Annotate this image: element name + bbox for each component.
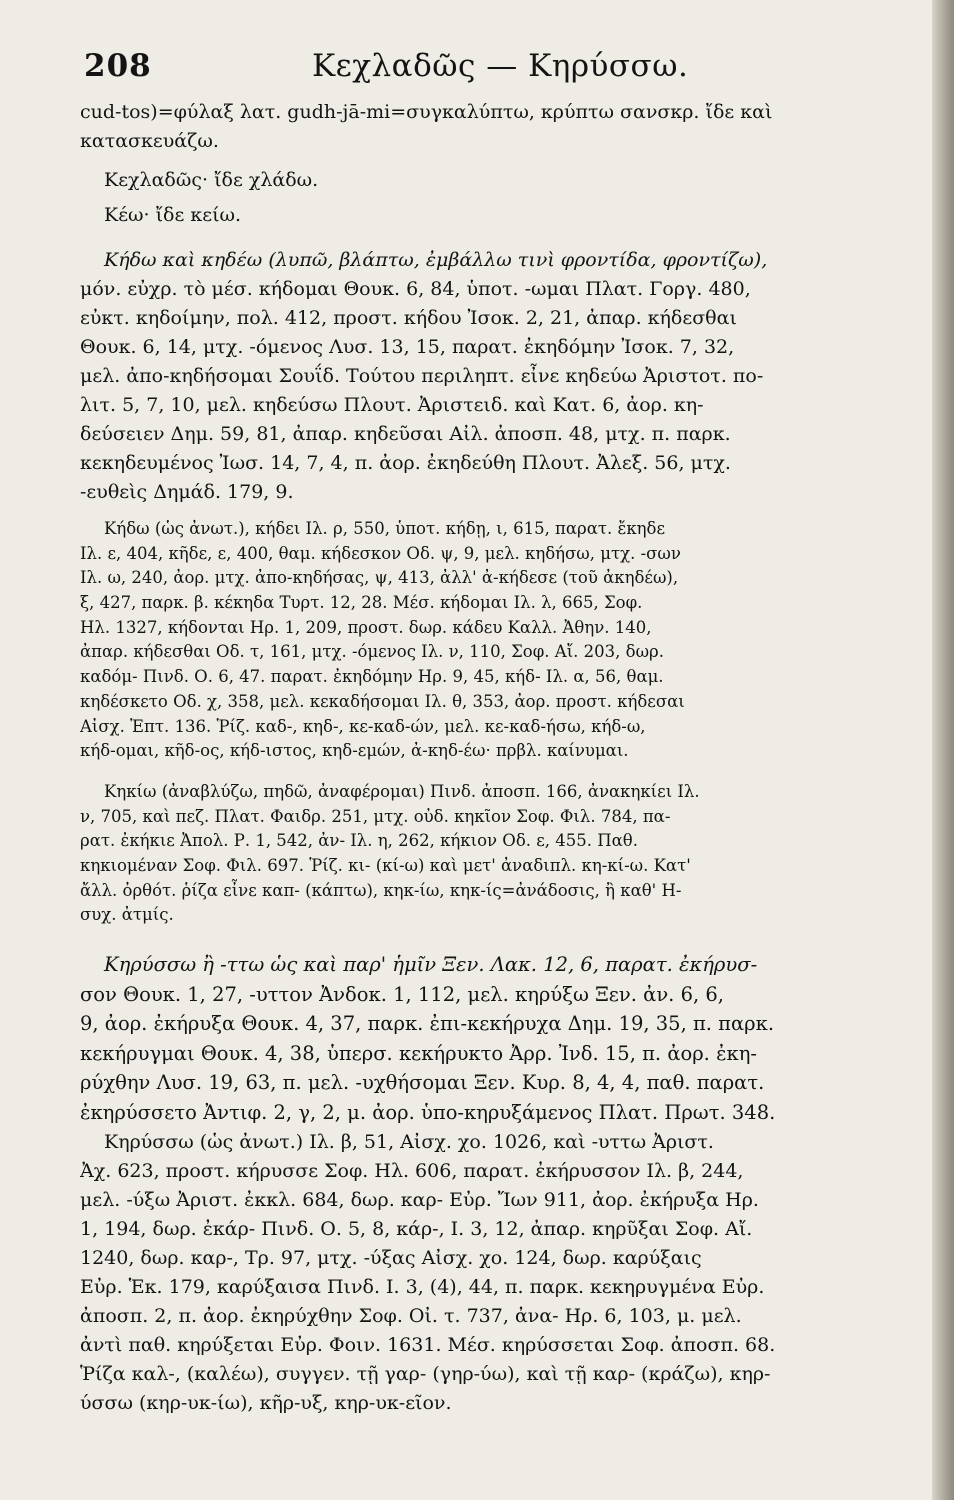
text-line: ἀποσπ. 2, π. ἀορ. ἐκηρύχθην Σοφ. Οἰ. τ. 737, ἀνα- Ηρ. 6, 103, μ. μελ. <box>80 1304 742 1327</box>
text-line: Ηλ. 1327, κήδονται Ηρ. 1, 209, προστ. δωρ. κάδευ Καλλ. Ἀθην. 140, <box>80 617 652 637</box>
text-line: μελ. -ύξω Ἀριστ. ἐκκλ. 684, δωρ. καρ- Εὐρ. Ἴων 911, ἀορ. ἐκήρυξα Ηρ. <box>80 1188 759 1211</box>
entry-kedo <box>80 246 875 507</box>
entry-kekio <box>80 780 875 928</box>
entry-headline: Κήδω (ὡς ἀνωτ.), κήδει Ιλ. ρ, 550, ὑποτ. κήδῃ, ι, 615, παρατ. ἔκηδε <box>104 519 666 538</box>
text-line: κήδ-ομαι, κῆδ-ος, κήδ-ιστος, κηδ-εμών, ἀ-κηδ-έω· πρβλ. καίνυμαι. <box>80 741 629 761</box>
text-line: κεκηδευμένος Ἰωσ. 14, 7, 4, π. ἀορ. ἐκηδεύθη Πλουτ. Ἀλεξ. 56, μτχ. <box>80 452 731 474</box>
text-line: Ιλ. ε, 404, κῆδε, ε, 400, θαμ. κήδεσκον Οδ. ψ, 9, μελ. κηδήσω, μτχ. -σων <box>80 543 681 563</box>
text-line: 1, 194, δωρ. ἐκάρ- Πινδ. Ο. 5, 8, κάρ-, Ι. 3, 12, ἀπαρ. κηρῦξαι Σοφ. Αἴ. <box>80 1217 753 1240</box>
entry-headline: Κηρύσσω ἢ -ττω ὡς καὶ παρ' ἡμῖν Ξεν. Λακ. 12, 6, παρατ. ἐκήρυσ- <box>104 953 758 976</box>
text-line: Ῥίζα καλ-, (καλέω), συγγεν. τῇ γαρ- (γηρ-ύω), καὶ τῇ καρ- (κράζω), κηρ- <box>80 1362 771 1385</box>
page-header <box>84 38 874 98</box>
text-line: ρύχθην Λυσ. 19, 63, π. μελ. -υχθήσομαι Ξεν. Κυρ. 8, 4, 4, παθ. παρατ. <box>80 1071 765 1095</box>
text-line: Εὐρ. Ἑκ. 179, καρύξαισα Πινδ. Ι. 3, (4), 44, π. παρκ. κεκηρυγμένα Εὐρ. <box>80 1275 765 1298</box>
text-line: ἄλλ. ὀρθότ. ῥίζα εἶνε καπ- (κάπτω), κηκ-ίω, κηκ-ίς=ἀνάδοσις, ἢ καθ' Η- <box>80 880 682 900</box>
entry-continuation <box>80 98 875 156</box>
entry-headline: Κηρύσσω (ὡς ἀνωτ.) Ιλ. β, 51, Αἰσχ. χο. 1026, καὶ -υττω Ἀριστ. <box>104 1130 714 1153</box>
text-line: δεύσειεν Δημ. 59, 81, ἀπαρ. κηδεῦσαι Αἰλ. ἀποσπ. 48, μτχ. π. παρκ. <box>80 423 731 445</box>
scan-page-edge <box>932 0 954 1500</box>
entry-headline: Κήδω καὶ κηδέω (λυπῶ, βλάπτω, ἐμβάλλω τινὶ φροντίδα, φροντίζω), <box>104 249 768 271</box>
text-line: -ευθεὶς Δημάδ. 179, 9. <box>80 481 294 503</box>
text-line: Κέω· ἴδε κείω. <box>104 204 242 226</box>
text-line: Θουκ. 6, 14, μτχ. -όμενος Λυσ. 13, 15, παρατ. ἐκηδόμην Ἰσοκ. 7, 32, <box>80 336 735 358</box>
text-line: κατασκευάζω. <box>80 130 219 152</box>
text-line: καδόμ- Πινδ. Ο. 6, 47. παρατ. ἐκηδόμην Ηρ. 9, 45, κήδ- Ιλ. α, 56, θαμ. <box>80 667 664 687</box>
page-number: 208 <box>84 48 152 84</box>
text-line: 1240, δωρ. καρ-, Τρ. 97, μτχ. -ύξας Αἰσχ. χο. 124, δωρ. καρύξαις <box>80 1246 702 1269</box>
text-line: ἐκηρύσσετο Ἀντιφ. 2, γ, 2, μ. ἀορ. ὑπο-κηρυξάμενος Πλατ. Πρωτ. 348. <box>80 1100 776 1124</box>
text-line: ἀντὶ παθ. κηρύξεται Εὐρ. Φοιν. 1631. Μέσ. κηρύσσεται Σοφ. ἀποσπ. 68. <box>80 1333 776 1356</box>
text-line: κηδέσκετο Οδ. χ, 358, μελ. κεκαδήσομαι Ιλ. θ, 353, ἀορ. προστ. κήδεσαι <box>80 691 685 711</box>
text-line: ἀπαρ. κήδεσθαι Οδ. τ, 161, μτχ. -όμενος Ιλ. ν, 110, Σοφ. Αἴ. 203, δωρ. <box>80 642 664 662</box>
entry-kerysso-poetic <box>80 1128 875 1418</box>
text-line: Αἰσχ. Ἑπτ. 136. Ῥίζ. καδ-, κηδ-, κε-καδ-ών, μελ. κε-καδ-ήσω, κήδ-ω, <box>80 716 646 736</box>
entry-keo <box>80 201 875 230</box>
text-line: Ἀχ. 623, προστ. κήρυσσε Σοφ. Ηλ. 606, παρατ. ἐκήρυσσον Ιλ. β, 244, <box>80 1159 744 1182</box>
text-line: εὐκτ. κηδοίμην, πολ. 412, προστ. κήδου Ἰσοκ. 2, 21, ἀπαρ. κήδεσθαι <box>80 307 737 329</box>
page-body <box>80 98 875 1418</box>
entry-kechlados <box>80 166 875 195</box>
text-line: μελ. ἀπο-κηδήσομαι Σουΐδ. Τούτου περιληπτ. εἶνε κηδεύω Ἀριστοτ. πο- <box>80 365 764 387</box>
text-line: ν, 705, καὶ πεζ. Πλατ. Φαιδρ. 251, μτχ. οὐδ. κηκῖον Σοφ. Φιλ. 784, πα- <box>80 806 671 826</box>
text-line: λιτ. 5, 7, 10, μελ. κηδεύσω Πλουτ. Ἀριστειδ. καὶ Κατ. 6, ἀορ. κη- <box>80 394 704 416</box>
text-line: 9, ἀορ. ἐκήρυξα Θουκ. 4, 37, παρκ. ἐπι-κεκήρυχα Δημ. 19, 35, π. παρκ. <box>80 1012 775 1036</box>
text-line: συχ. ἀτμίς. <box>80 905 174 925</box>
text-line: Ιλ. ω, 240, ἀορ. μτχ. ἀπο-κηδήσας, ψ, 413, ἀλλ' ἀ-κήδεσε (τοῦ ἀκηδέω), <box>80 568 679 588</box>
text-line: ρατ. ἐκήκιε Ἀπολ. Ρ. 1, 542, ἀν- Ιλ. η, 262, κήκιον Οδ. ε, 455. Παθ. <box>80 831 638 851</box>
running-head: Κεχλαδῶς — Κηρύσσω. <box>312 48 689 84</box>
text-line: σον Θουκ. 1, 27, -υττον Ἀνδοκ. 1, 112, μελ. κηρύξω Ξεν. ἀν. 6, 6, <box>80 982 724 1006</box>
text-line: ξ, 427, παρκ. β. κέκηδα Τυρτ. 12, 28. Μέσ. κήδομαι Ιλ. λ, 665, Σοφ. <box>80 593 643 613</box>
text-line: κεκήρυγμαι Θουκ. 4, 38, ὑπερσ. κεκήρυκτο Ἀρρ. Ἰνδ. 15, π. ἀορ. ἐκη- <box>80 1041 758 1065</box>
entry-headline: Κηκίω (ἀναβλύζω, πηδῶ, ἀναφέρομαι) Πινδ. ἀποσπ. 166, ἀνακηκίει Ιλ. <box>104 781 700 801</box>
text-line: cud-tos)=φύλαξ λατ. gudh-jā-mi=συγκαλύπτω, κρύπτω σανσκρ. ἴδε καὶ <box>80 101 773 123</box>
entry-kerysso <box>80 950 875 1128</box>
entry-kedo-poetic <box>80 517 875 764</box>
text-line: ύσσω (κηρ-υκ-ίω), κῆρ-υξ, κηρ-υκ-εῖον. <box>80 1391 452 1414</box>
text-line: Κεχλαδῶς· ἴδε χλάδω. <box>104 169 319 191</box>
text-line: μόν. εὐχρ. τὸ μέσ. κήδομαι Θουκ. 6, 84, ὑποτ. -ωμαι Πλατ. Γοργ. 480, <box>80 278 751 300</box>
text-line: κηκιομέναν Σοφ. Φιλ. 697. Ῥίζ. κι- (κί-ω) καὶ μετ' ἀναδιπλ. κη-κί-ω. Κατ' <box>80 855 691 875</box>
